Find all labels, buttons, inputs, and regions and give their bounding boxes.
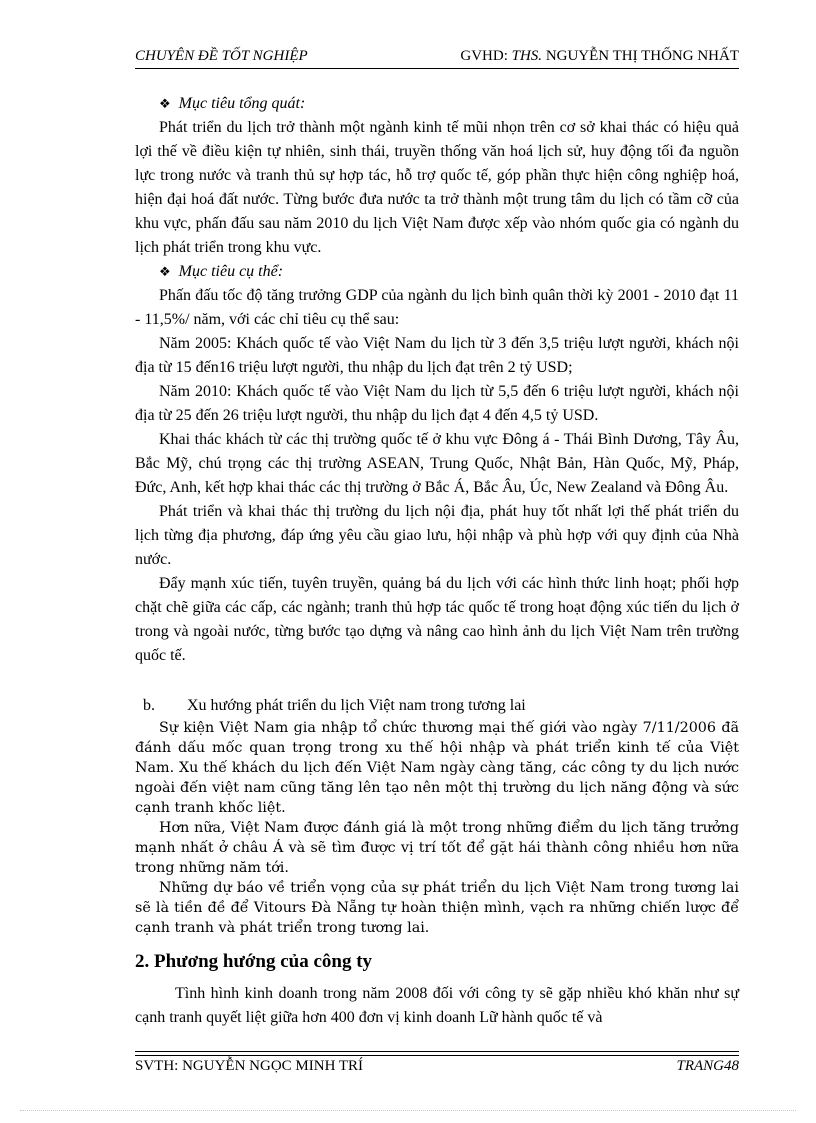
trend-letter: b. bbox=[143, 697, 155, 714]
general-goal-heading bbox=[135, 92, 739, 116]
specific-goal-heading bbox=[135, 260, 739, 284]
paragraph: Hơn nữa, Việt Nam được đánh giá là một trong những điểm du lịch tăng trưởng mạnh nhất ở châu Á và sẽ tìm được vị trí tốt để gặt hái thành công nhiều hơn nữa trong những năm tới. bbox=[135, 820, 739, 876]
paragraph: Năm 2010: Khách quốc tế vào Việt Nam du lịch từ 5,5 đến 6 triệu lượt người, khách nội địa từ 25 đến 26 triệu lượt người, thu nhập du lịch đạt 4 đến 4,5 tỷ USD. bbox=[135, 383, 739, 424]
header-advisor-name: NGUYỄN THỊ THỐNG NHẤT bbox=[542, 48, 739, 64]
header-advisor bbox=[460, 48, 739, 65]
page-footer bbox=[135, 1051, 739, 1081]
specific-goal-title: Mục tiêu cụ thể: bbox=[178, 263, 284, 280]
trend-title: Xu hướng phát triển du lịch Việt nam trong tương lai bbox=[187, 697, 526, 714]
header-advisor-title: THS. bbox=[511, 48, 543, 64]
paragraph: Đẩy mạnh xúc tiến, tuyên truyền, quảng bá du lịch với các hình thức linh hoạt; phối hợp chặt chẽ giữa các cấp, các ngành; tranh thủ hợp tác quốc tế trong hoạt động xúc tiến du lịch ở trong và ngoài nước, từng bước tạo dựng và nâng cao hình ảnh du lịch Việt Nam trên trường quốc tế. bbox=[135, 575, 739, 664]
general-goal-text: Phát triển du lịch trở thành một ngành kinh tế mũi nhọn trên cơ sở khai thác có hiệu quả lợi thế về điều kiện tự nhiên, sinh thái, truyền thống văn hoá lịch sử, huy động tối đa nguồn lực trong nước và tranh thủ sự hợp tác, hỗ trợ quốc tế, góp phần thực hiện công nghiệp hoá, hiện đại hoá đất nước. Từng bước đưa nước ta trở thành một trung tâm du lịch có tầm cỡ của khu vực, phấn đấu sau năm 2010 du lịch Việt Nam được xếp vào nhóm quốc gia có ngành du lịch phát triển trong khu vực. bbox=[135, 119, 739, 256]
page-edge-divider bbox=[20, 1110, 796, 1111]
header-rule bbox=[135, 68, 739, 69]
footer-rule bbox=[135, 1051, 739, 1056]
paragraph: Phấn đấu tốc độ tăng trưởng GDP của ngành du lịch bình quân thời kỳ 2001 - 2010 đạt 11 - 11,5%/ năm, với các chỉ tiêu cụ thể sau: bbox=[135, 287, 739, 328]
paragraph: Phát triển và khai thác thị trường du lịch nội địa, phát huy tốt nhất lợi thế phát triển du lịch từng địa phương, đáp ứng yêu cầu giao lưu, hội nhập và phù hợp với quy định của Nhà nước. bbox=[135, 503, 739, 568]
paragraph: Những dự báo về triển vọng của sự phát triển du lịch Việt Nam trong tương lai sẽ là tiền đề để Vitours Đà Nẵng tự hoàn thiện mình, vạch ra những chiến lược để cạnh tranh và phát triển trong tương lai. bbox=[135, 880, 739, 936]
general-goal-title: Mục tiêu tổng quát: bbox=[178, 95, 306, 112]
paragraph: Năm 2005: Khách quốc tế vào Việt Nam du lịch từ 3 đến 3,5 triệu lượt người, khách nội địa từ 15 đến16 triệu lượt người, thu nhập du lịch đạt trên 2 tỷ USD; bbox=[135, 335, 739, 376]
section-title: 2. Phương hướng của công ty bbox=[135, 951, 373, 972]
header-document-type: CHUYÊN ĐỀ TỐT NGHIỆP bbox=[135, 48, 308, 64]
page-header bbox=[135, 48, 739, 70]
footer-page-number: TRANG48 bbox=[676, 1058, 739, 1074]
paragraph: Sự kiện Việt Nam gia nhập tổ chức thương mại thế giới vào ngày 7/11/2006 đã đánh dấu mốc quan trọng trong xu thế hội nhập và phát triển kinh tế của Việt Nam. Xu thế khách du lịch đến Việt Nam ngày càng tăng, các công ty du lịch nước ngoài đến việt nam cũng tăng lên tạo nên một thị trường du lịch năng động và sức cạnh tranh khốc liệt. bbox=[135, 720, 739, 816]
page-body bbox=[135, 92, 739, 1030]
header-advisor-prefix: GVHD: bbox=[460, 48, 512, 64]
section-text: Tình hình kinh doanh trong năm 2008 đối với công ty sẽ gặp nhiều khó khăn như sự cạnh tranh quyết liệt giữa hơn 400 đơn vị kinh doanh Lữ hành quốc tế và bbox=[135, 985, 739, 1026]
diamond-bullet-icon: ❖ bbox=[159, 264, 171, 279]
paragraph: Khai thác khách từ các thị trường quốc tế ở khu vực Đông á - Thái Bình Dương, Tây Âu, Bắc Mỹ, chú trọng các thị trường ASEAN, Trung Quốc, Nhật Bản, Hàn Quốc, Mỹ, Pháp, Đức, Anh, kết hợp khai thác các thị trường ở Bắc Á, Bắc Âu, Úc, New Zealand và Đông Âu. bbox=[135, 431, 739, 496]
footer-student: SVTH: NGUYỄN NGỌC MINH TRÍ bbox=[135, 1058, 364, 1074]
trend-heading bbox=[135, 694, 739, 718]
diamond-bullet-icon: ❖ bbox=[159, 96, 171, 111]
